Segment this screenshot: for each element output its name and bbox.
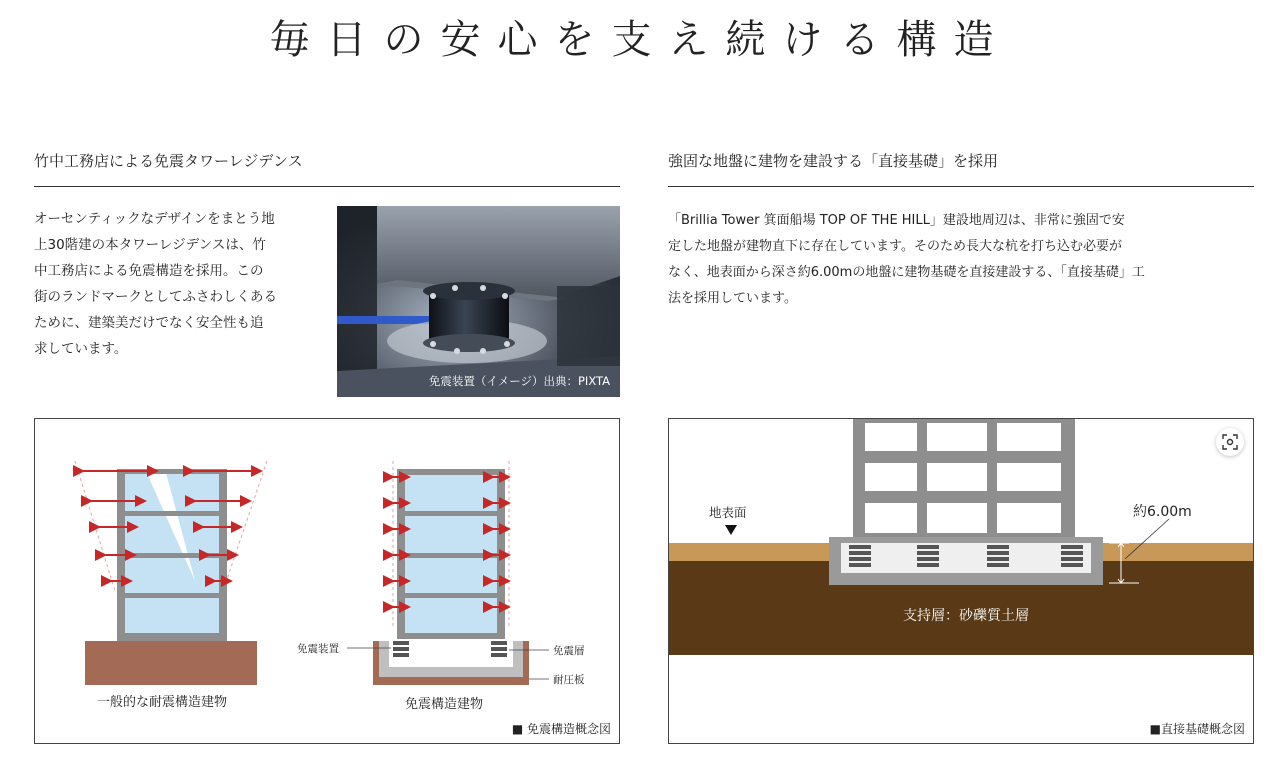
label-conventional: 一般的な耐震構造建物 [97, 695, 228, 710]
text-line: 上30階建の本タワーレジデンスは、竹 [34, 237, 266, 253]
isolated-building [347, 461, 549, 685]
isolator-illustration [337, 206, 620, 397]
diagram-caption: ■直接基礎概念図 [1149, 722, 1245, 736]
text-line: なく、地表面から深さ約6.00mの地盤に建物基礎を直接建設する、「直接基礎」工 [668, 265, 1145, 280]
label-isolated: 免震構造建物 [405, 697, 484, 712]
label-ground-surface: 地表面 [709, 505, 747, 520]
diagram-caption: ■ 免震構造概念図 [511, 722, 611, 736]
surface-marker-icon [725, 525, 737, 535]
text-line: 求しています。 [34, 341, 128, 357]
label-depth: 約6.00m [1133, 504, 1192, 520]
text-line: オーセンティックなデザインをまとう地 [34, 211, 275, 227]
seismic-isolation-diagram [34, 418, 620, 744]
zoom-button[interactable] [1216, 428, 1244, 456]
section-heading-seismic: 竹中工務店による免震タワーレジデンス [34, 152, 303, 170]
text-line: 「Brillia Tower 箕面船場 TOP OF THE HILL」建設地周辺は、非常に強固で安 [668, 213, 1125, 228]
section-heading-foundation: 強固な地盤に建物を建設する「直接基礎」を採用 [668, 152, 999, 170]
photo-credit: 免震装置（イメージ）出典：PIXTA [428, 374, 610, 388]
label-isolation-device: 免震装置 [297, 643, 339, 655]
building-frame [853, 419, 1075, 537]
label-bearing-layer: 支持層：砂礫質土層 [903, 608, 1029, 624]
text-line: 中工務店による免震構造を採用。この [34, 263, 264, 279]
direct-foundation-diagram [668, 418, 1254, 744]
text-line: 定した地盤が建物直下に存在しています。そのため長大な杭を打ち込む必要が [668, 239, 1122, 254]
page-title: 毎日の安心を支え続ける構造 [269, 17, 1011, 63]
seismic-isolator-photo [337, 206, 620, 397]
foundation-diagram-svg [669, 419, 1253, 743]
label-isolation-layer: 免震層 [553, 645, 585, 657]
section-divider [34, 186, 620, 187]
text-line: ために、建築美だけでなく安全性も追 [34, 315, 264, 331]
text-line: 法を採用しています。 [668, 291, 797, 306]
label-pressure-plate: 耐圧板 [553, 674, 585, 686]
seismic-description [34, 206, 324, 362]
foundation-description [668, 208, 1268, 312]
zoom-icon [1222, 434, 1238, 450]
conventional-building [75, 461, 267, 685]
section-divider [668, 186, 1254, 187]
text-line: 街のランドマークとしてふさわしくある [34, 289, 277, 305]
